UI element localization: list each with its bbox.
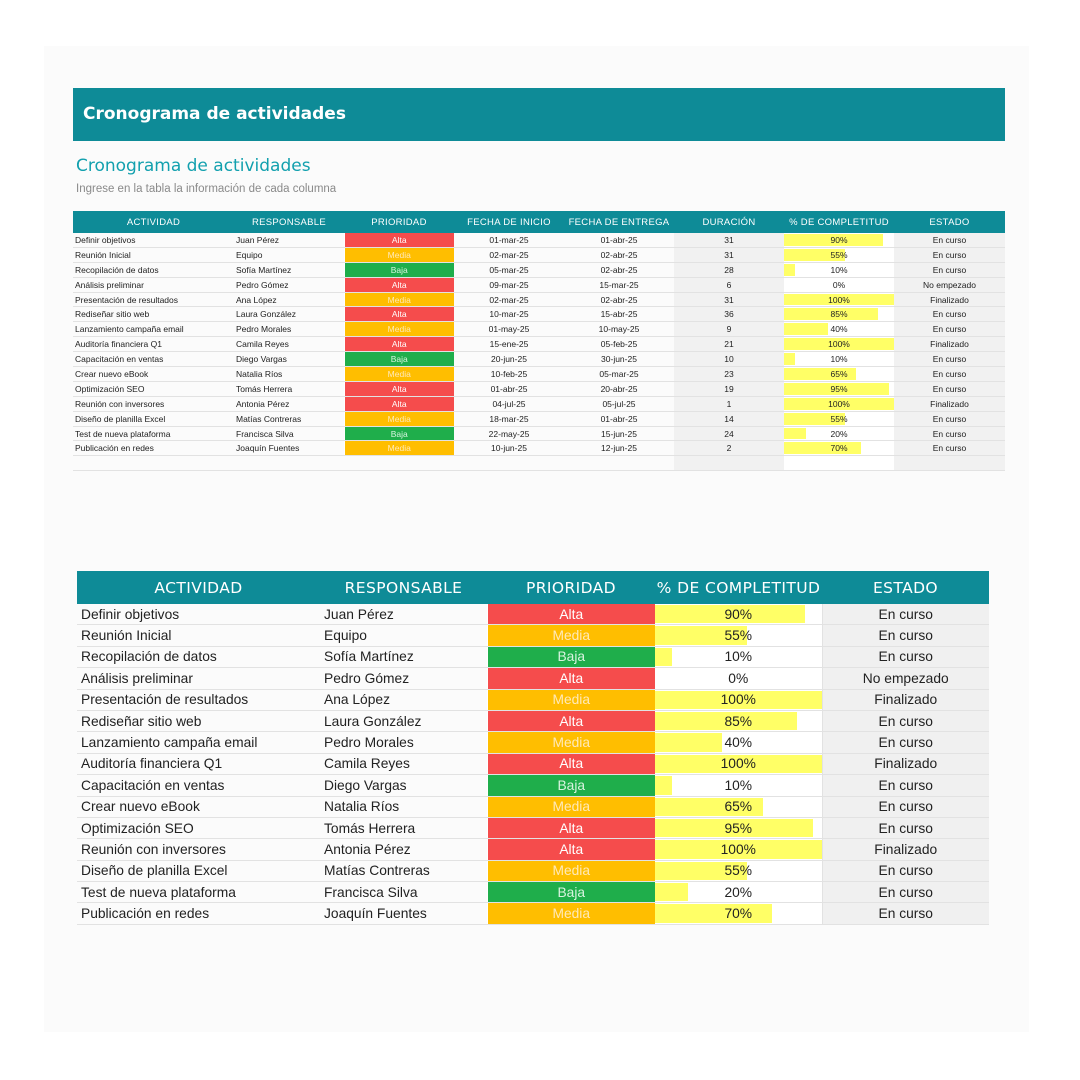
fecha-entrega-cell[interactable]: 10-may-25 — [564, 322, 674, 337]
actividad-cell[interactable]: Reunión Inicial — [73, 247, 234, 262]
completitud-cell[interactable] — [784, 411, 894, 426]
completitud-value: 100% — [828, 398, 850, 409]
column-header-estado[interactable]: ESTADO — [822, 571, 989, 604]
actividad-cell[interactable]: Reunión con inversores — [77, 839, 320, 860]
completitud-value: 95% — [724, 820, 753, 836]
fecha-inicio-cell[interactable]: 10-feb-25 — [454, 367, 564, 382]
estado-cell[interactable]: En curso — [822, 775, 989, 796]
estado-cell[interactable]: Finalizado — [822, 753, 989, 774]
actividad-cell[interactable]: Diseño de planilla Excel — [77, 860, 320, 881]
table-row — [73, 277, 1005, 292]
table-row — [73, 381, 1005, 396]
table-row — [77, 882, 989, 903]
responsable-cell[interactable]: Laura González — [320, 710, 487, 731]
table-row — [73, 426, 1005, 441]
responsable-cell[interactable]: Diego Vargas — [320, 775, 487, 796]
completitud-cell[interactable] — [655, 753, 822, 774]
completitud-cell[interactable] — [655, 839, 822, 860]
responsable-cell[interactable]: Equipo — [320, 625, 487, 646]
completitud-cell[interactable] — [784, 426, 894, 441]
prioridad-cell[interactable]: Alta — [344, 381, 454, 396]
table-row — [77, 732, 989, 753]
prioridad-cell[interactable]: Baja — [487, 775, 655, 796]
fecha-entrega-cell[interactable]: 05-mar-25 — [564, 367, 674, 382]
completitud-value: 90% — [724, 606, 753, 622]
responsable-cell[interactable]: Natalia Ríos — [234, 367, 344, 382]
estado-cell[interactable]: Finalizado — [822, 839, 989, 860]
prioridad-cell[interactable]: Alta — [344, 396, 454, 411]
page-subtitle: Ingrese en la tabla la información de cada columna — [76, 183, 337, 195]
actividad-cell[interactable]: Auditoría financiera Q1 — [73, 337, 234, 352]
table-header-row — [73, 211, 1005, 233]
fecha-entrega-cell[interactable]: 05-jul-25 — [564, 396, 674, 411]
fecha-inicio-cell[interactable]: 05-mar-25 — [454, 262, 564, 277]
prioridad-cell[interactable]: Media — [344, 322, 454, 337]
completitud-cell[interactable] — [655, 710, 822, 731]
responsable-cell[interactable]: Pedro Gómez — [320, 668, 487, 689]
column-header-actividad[interactable]: ACTIVIDAD — [73, 211, 234, 233]
completitud-cell[interactable] — [655, 646, 822, 667]
actividad-cell[interactable]: Test de nueva plataforma — [77, 882, 320, 903]
responsable-cell[interactable]: Sofía Martínez — [234, 262, 344, 277]
actividad-cell[interactable]: Crear nuevo eBook — [77, 796, 320, 817]
table-row — [77, 668, 989, 689]
completitud-value: 55% — [830, 249, 848, 260]
column-header-fecha-inicio[interactable]: FECHA DE INICIO — [454, 211, 564, 233]
empty-cell[interactable] — [564, 456, 674, 471]
fecha-entrega-cell[interactable]: 15-jun-25 — [564, 426, 674, 441]
fecha-entrega-cell[interactable]: 12-jun-25 — [564, 441, 674, 456]
empty-cell[interactable] — [784, 456, 894, 471]
actividad-cell[interactable]: Análisis preliminar — [73, 277, 234, 292]
completitud-value: 40% — [830, 324, 848, 335]
responsable-cell[interactable]: Laura González — [234, 307, 344, 322]
responsable-cell[interactable]: Ana López — [234, 292, 344, 307]
completitud-cell[interactable] — [784, 322, 894, 337]
estado-cell[interactable]: En curso — [894, 367, 1005, 382]
completitud-cell[interactable] — [784, 381, 894, 396]
actividad-cell[interactable]: Test de nueva plataforma — [73, 426, 234, 441]
table-row — [73, 396, 1005, 411]
completitud-cell[interactable] — [784, 352, 894, 367]
completitud-value: 10% — [724, 649, 753, 665]
responsable-cell[interactable]: Pedro Morales — [320, 732, 487, 753]
empty-cell[interactable] — [674, 456, 784, 471]
duracion-cell[interactable]: 28 — [674, 262, 784, 277]
completitud-cell[interactable] — [784, 396, 894, 411]
column-header-prioridad[interactable]: PRIORIDAD — [344, 211, 454, 233]
completitud-cell[interactable] — [655, 903, 822, 924]
responsable-cell[interactable]: Equipo — [234, 247, 344, 262]
fecha-inicio-cell[interactable]: 22-may-25 — [454, 426, 564, 441]
fecha-inicio-cell[interactable]: 01-may-25 — [454, 322, 564, 337]
completitud-value: 70% — [830, 443, 848, 454]
responsable-cell[interactable]: Antonia Pérez — [234, 396, 344, 411]
estado-cell[interactable]: Finalizado — [894, 292, 1005, 307]
completitud-cell[interactable] — [655, 775, 822, 796]
completitud-cell[interactable] — [655, 604, 822, 625]
responsable-cell[interactable]: Juan Pérez — [234, 233, 344, 247]
completitud-value: 100% — [720, 841, 756, 857]
actividad-cell[interactable]: Publicación en redes — [73, 441, 234, 456]
table-row — [77, 625, 989, 646]
table-row — [73, 352, 1005, 367]
responsable-cell[interactable]: Ana López — [320, 689, 487, 710]
completitud-value: 40% — [724, 735, 753, 751]
fecha-entrega-cell[interactable]: 02-abr-25 — [564, 262, 674, 277]
prioridad-cell[interactable]: Baja — [344, 426, 454, 441]
estado-cell[interactable]: En curso — [822, 796, 989, 817]
completitud-value: 20% — [830, 428, 848, 439]
completitud-value: 95% — [830, 383, 848, 394]
empty-table-row — [73, 456, 1005, 471]
estado-cell[interactable]: En curso — [822, 903, 989, 924]
actividad-cell[interactable]: Capacitación en ventas — [77, 775, 320, 796]
actividad-cell[interactable]: Publicación en redes — [77, 903, 320, 924]
fecha-inicio-cell[interactable]: 10-mar-25 — [454, 307, 564, 322]
completitud-value: 55% — [724, 628, 753, 644]
completitud-cell[interactable] — [784, 367, 894, 382]
completitud-value: 100% — [720, 756, 756, 772]
actividad-cell[interactable]: Optimización SEO — [77, 817, 320, 838]
estado-cell[interactable]: En curso — [894, 262, 1005, 277]
prioridad-cell[interactable]: Media — [344, 292, 454, 307]
table-row — [77, 903, 989, 924]
estado-cell[interactable]: Finalizado — [894, 337, 1005, 352]
completitud-value: 100% — [828, 294, 850, 305]
table-row — [77, 775, 989, 796]
completitud-value: 55% — [724, 863, 753, 879]
prioridad-cell[interactable]: Media — [487, 903, 655, 924]
fecha-entrega-cell[interactable]: 01-abr-25 — [564, 411, 674, 426]
column-header-fecha-entrega[interactable]: FECHA DE ENTREGA — [564, 211, 674, 233]
fecha-entrega-cell[interactable]: 30-jun-25 — [564, 352, 674, 367]
estado-cell[interactable]: En curso — [894, 441, 1005, 456]
actividad-cell[interactable]: Lanzamiento campaña email — [77, 732, 320, 753]
completitud-value: 10% — [724, 777, 753, 793]
completitud-cell[interactable] — [784, 277, 894, 292]
duracion-cell[interactable]: 36 — [674, 307, 784, 322]
completitud-value: 85% — [830, 309, 848, 320]
empty-cell[interactable] — [234, 456, 344, 471]
prioridad-cell[interactable]: Media — [487, 732, 655, 753]
actividad-cell[interactable]: Lanzamiento campaña email — [73, 322, 234, 337]
prioridad-cell[interactable]: Alta — [487, 668, 655, 689]
completitud-cell[interactable] — [784, 337, 894, 352]
prioridad-cell[interactable]: Baja — [487, 646, 655, 667]
estado-cell[interactable]: En curso — [894, 233, 1005, 247]
completitud-cell[interactable] — [655, 625, 822, 646]
prioridad-cell[interactable]: Alta — [487, 753, 655, 774]
actividad-cell[interactable]: Crear nuevo eBook — [73, 367, 234, 382]
actividad-cell[interactable]: Presentación de resultados — [73, 292, 234, 307]
column-header-completitud[interactable]: % DE COMPLETITUD — [784, 211, 894, 233]
prioridad-cell[interactable]: Media — [344, 411, 454, 426]
responsable-cell[interactable]: Juan Pérez — [320, 604, 487, 625]
completitud-value: 55% — [830, 413, 848, 424]
completitud-cell[interactable] — [784, 307, 894, 322]
prioridad-cell[interactable]: Media — [487, 689, 655, 710]
empty-cell[interactable] — [454, 456, 564, 471]
completitud-cell[interactable] — [655, 732, 822, 753]
estado-cell[interactable]: No empezado — [894, 277, 1005, 292]
duracion-cell[interactable]: 31 — [674, 233, 784, 247]
prioridad-cell[interactable]: Media — [487, 625, 655, 646]
prioridad-cell[interactable]: Baja — [344, 352, 454, 367]
estado-cell[interactable]: En curso — [894, 247, 1005, 262]
estado-cell[interactable]: En curso — [822, 625, 989, 646]
estado-cell[interactable]: En curso — [822, 604, 989, 625]
prioridad-cell[interactable]: Baja — [487, 882, 655, 903]
estado-cell[interactable]: En curso — [894, 352, 1005, 367]
estado-cell[interactable]: En curso — [894, 381, 1005, 396]
table-row — [77, 839, 989, 860]
fecha-entrega-cell[interactable]: 15-abr-25 — [564, 307, 674, 322]
fecha-entrega-cell[interactable]: 15-mar-25 — [564, 277, 674, 292]
page-title: Cronograma de actividades — [76, 156, 311, 176]
completitud-value: 0% — [832, 279, 846, 290]
actividad-cell[interactable]: Rediseñar sitio web — [77, 710, 320, 731]
duracion-cell[interactable]: 21 — [674, 337, 784, 352]
estado-cell[interactable]: En curso — [894, 426, 1005, 441]
completitud-cell[interactable] — [655, 796, 822, 817]
estado-cell[interactable]: En curso — [822, 860, 989, 881]
prioridad-cell[interactable]: Alta — [487, 817, 655, 838]
fecha-entrega-cell[interactable]: 02-abr-25 — [564, 292, 674, 307]
table-row — [73, 233, 1005, 247]
duracion-cell[interactable]: 31 — [674, 247, 784, 262]
column-header-prioridad[interactable]: PRIORIDAD — [487, 571, 655, 604]
responsable-cell[interactable]: Sofía Martínez — [320, 646, 487, 667]
prioridad-cell[interactable]: Alta — [487, 839, 655, 860]
empty-cell[interactable] — [894, 456, 1005, 471]
column-header-responsable[interactable]: RESPONSABLE — [320, 571, 487, 604]
column-header-actividad[interactable]: ACTIVIDAD — [77, 571, 320, 604]
responsable-cell[interactable]: Francisca Silva — [234, 426, 344, 441]
duracion-cell[interactable]: 23 — [674, 367, 784, 382]
prioridad-cell[interactable]: Media — [344, 367, 454, 382]
table-row — [77, 604, 989, 625]
prioridad-cell[interactable]: Alta — [487, 604, 655, 625]
duracion-cell[interactable]: 6 — [674, 277, 784, 292]
estado-cell[interactable]: En curso — [822, 732, 989, 753]
completitud-value: 65% — [724, 799, 753, 815]
table-header-row — [77, 571, 989, 604]
table-row — [77, 860, 989, 881]
responsable-cell[interactable]: Pedro Morales — [234, 322, 344, 337]
actividad-cell[interactable]: Auditoría financiera Q1 — [77, 753, 320, 774]
prioridad-cell[interactable]: Media — [344, 247, 454, 262]
table-row — [77, 689, 989, 710]
table-row — [77, 753, 989, 774]
prioridad-cell[interactable]: Alta — [344, 337, 454, 352]
completitud-cell[interactable] — [655, 882, 822, 903]
completitud-value: 0% — [728, 670, 749, 686]
fecha-entrega-cell[interactable]: 05-feb-25 — [564, 337, 674, 352]
responsable-cell[interactable]: Tomás Herrera — [234, 381, 344, 396]
table-row — [77, 796, 989, 817]
fecha-entrega-cell[interactable]: 20-abr-25 — [564, 381, 674, 396]
duracion-cell[interactable]: 9 — [674, 322, 784, 337]
completitud-cell[interactable] — [784, 262, 894, 277]
estado-cell[interactable]: En curso — [894, 411, 1005, 426]
estado-cell[interactable]: Finalizado — [894, 396, 1005, 411]
responsable-cell[interactable]: Joaquín Fuentes — [234, 441, 344, 456]
table-row — [73, 441, 1005, 456]
fecha-inicio-cell[interactable]: 02-mar-25 — [454, 247, 564, 262]
table-row — [73, 367, 1005, 382]
actividad-cell[interactable]: Definir objetivos — [77, 604, 320, 625]
completitud-cell[interactable] — [655, 668, 822, 689]
actividad-cell[interactable]: Análisis preliminar — [77, 668, 320, 689]
duracion-cell[interactable]: 19 — [674, 381, 784, 396]
fecha-inicio-cell[interactable]: 01-mar-25 — [454, 233, 564, 247]
completitud-value: 90% — [830, 234, 848, 245]
fecha-inicio-cell[interactable]: 15-ene-25 — [454, 337, 564, 352]
prioridad-cell[interactable]: Media — [487, 796, 655, 817]
estado-cell[interactable]: No empezado — [822, 668, 989, 689]
actividad-cell[interactable]: Reunión con inversores — [73, 396, 234, 411]
responsable-cell[interactable]: Antonia Pérez — [320, 839, 487, 860]
actividad-cell[interactable]: Diseño de planilla Excel — [73, 411, 234, 426]
table-row — [77, 817, 989, 838]
duracion-cell[interactable]: 2 — [674, 441, 784, 456]
responsable-cell[interactable]: Camila Reyes — [234, 337, 344, 352]
table-row — [73, 337, 1005, 352]
actividad-cell[interactable]: Optimización SEO — [73, 381, 234, 396]
schedule-table-full — [73, 211, 1005, 471]
fecha-entrega-cell[interactable]: 02-abr-25 — [564, 247, 674, 262]
actividad-cell[interactable]: Recopilación de datos — [77, 646, 320, 667]
estado-cell[interactable]: En curso — [822, 817, 989, 838]
duracion-cell[interactable]: 24 — [674, 426, 784, 441]
table-row — [73, 247, 1005, 262]
estado-cell[interactable]: En curso — [822, 646, 989, 667]
prioridad-cell[interactable]: Alta — [344, 307, 454, 322]
completitud-value: 20% — [724, 884, 753, 900]
completitud-value: 100% — [720, 692, 756, 708]
fecha-entrega-cell[interactable]: 01-abr-25 — [564, 233, 674, 247]
completitud-value: 100% — [828, 339, 850, 350]
prioridad-cell[interactable]: Alta — [344, 233, 454, 247]
duracion-cell[interactable]: 1 — [674, 396, 784, 411]
completitud-value: 65% — [830, 368, 848, 379]
duracion-cell[interactable]: 10 — [674, 352, 784, 367]
responsable-cell[interactable]: Pedro Gómez — [234, 277, 344, 292]
responsable-cell[interactable]: Francisca Silva — [320, 882, 487, 903]
actividad-cell[interactable]: Capacitación en ventas — [73, 352, 234, 367]
completitud-cell[interactable] — [655, 689, 822, 710]
responsable-cell[interactable]: Diego Vargas — [234, 352, 344, 367]
estado-cell[interactable]: En curso — [822, 710, 989, 731]
completitud-cell[interactable] — [655, 860, 822, 881]
actividad-cell[interactable]: Recopilación de datos — [73, 262, 234, 277]
completitud-value: 85% — [724, 713, 753, 729]
estado-cell[interactable]: Finalizado — [822, 689, 989, 710]
fecha-inicio-cell[interactable]: 04-jul-25 — [454, 396, 564, 411]
duracion-cell[interactable]: 31 — [674, 292, 784, 307]
fecha-inicio-cell[interactable]: 01-abr-25 — [454, 381, 564, 396]
responsable-cell[interactable]: Natalia Ríos — [320, 796, 487, 817]
completitud-cell[interactable] — [784, 292, 894, 307]
responsable-cell[interactable]: Tomás Herrera — [320, 817, 487, 838]
table-row — [73, 292, 1005, 307]
column-header-estado[interactable]: ESTADO — [894, 211, 1005, 233]
fecha-inicio-cell[interactable]: 09-mar-25 — [454, 277, 564, 292]
empty-cell[interactable] — [344, 456, 454, 471]
table-row — [73, 411, 1005, 426]
prioridad-cell[interactable]: Baja — [344, 262, 454, 277]
estado-cell[interactable]: En curso — [894, 307, 1005, 322]
responsable-cell[interactable]: Joaquín Fuentes — [320, 903, 487, 924]
completitud-cell[interactable] — [784, 233, 894, 247]
completitud-value: 10% — [830, 354, 848, 365]
actividad-cell[interactable]: Rediseñar sitio web — [73, 307, 234, 322]
prioridad-cell[interactable]: Alta — [344, 277, 454, 292]
fecha-inicio-cell[interactable]: 10-jun-25 — [454, 441, 564, 456]
fecha-inicio-cell[interactable]: 20-jun-25 — [454, 352, 564, 367]
table-row — [73, 262, 1005, 277]
responsable-cell[interactable]: Matías Contreras — [320, 860, 487, 881]
responsable-cell[interactable]: Matías Contreras — [234, 411, 344, 426]
prioridad-cell[interactable]: Alta — [487, 710, 655, 731]
column-header-responsable[interactable]: RESPONSABLE — [234, 211, 344, 233]
actividad-cell[interactable]: Presentación de resultados — [77, 689, 320, 710]
completitud-value: 70% — [724, 906, 753, 922]
completitud-cell[interactable] — [784, 441, 894, 456]
banner-title: Cronograma de actividades — [73, 88, 1005, 141]
prioridad-cell[interactable]: Media — [344, 441, 454, 456]
table-row — [73, 307, 1005, 322]
column-header-completitud[interactable]: % DE COMPLETITUD — [655, 571, 822, 604]
duracion-cell[interactable]: 14 — [674, 411, 784, 426]
fecha-inicio-cell[interactable]: 18-mar-25 — [454, 411, 564, 426]
completitud-cell[interactable] — [784, 247, 894, 262]
empty-cell[interactable] — [73, 456, 234, 471]
estado-cell[interactable]: En curso — [822, 882, 989, 903]
table-row — [77, 646, 989, 667]
prioridad-cell[interactable]: Media — [487, 860, 655, 881]
actividad-cell[interactable]: Reunión Inicial — [77, 625, 320, 646]
fecha-inicio-cell[interactable]: 02-mar-25 — [454, 292, 564, 307]
responsable-cell[interactable]: Camila Reyes — [320, 753, 487, 774]
table-row — [73, 322, 1005, 337]
actividad-cell[interactable]: Definir objetivos — [73, 233, 234, 247]
schedule-table-summary — [77, 571, 989, 925]
table-row — [77, 710, 989, 731]
column-header-duracion[interactable]: DURACIÓN — [674, 211, 784, 233]
completitud-value: 10% — [830, 264, 848, 275]
completitud-cell[interactable] — [655, 817, 822, 838]
estado-cell[interactable]: En curso — [894, 322, 1005, 337]
